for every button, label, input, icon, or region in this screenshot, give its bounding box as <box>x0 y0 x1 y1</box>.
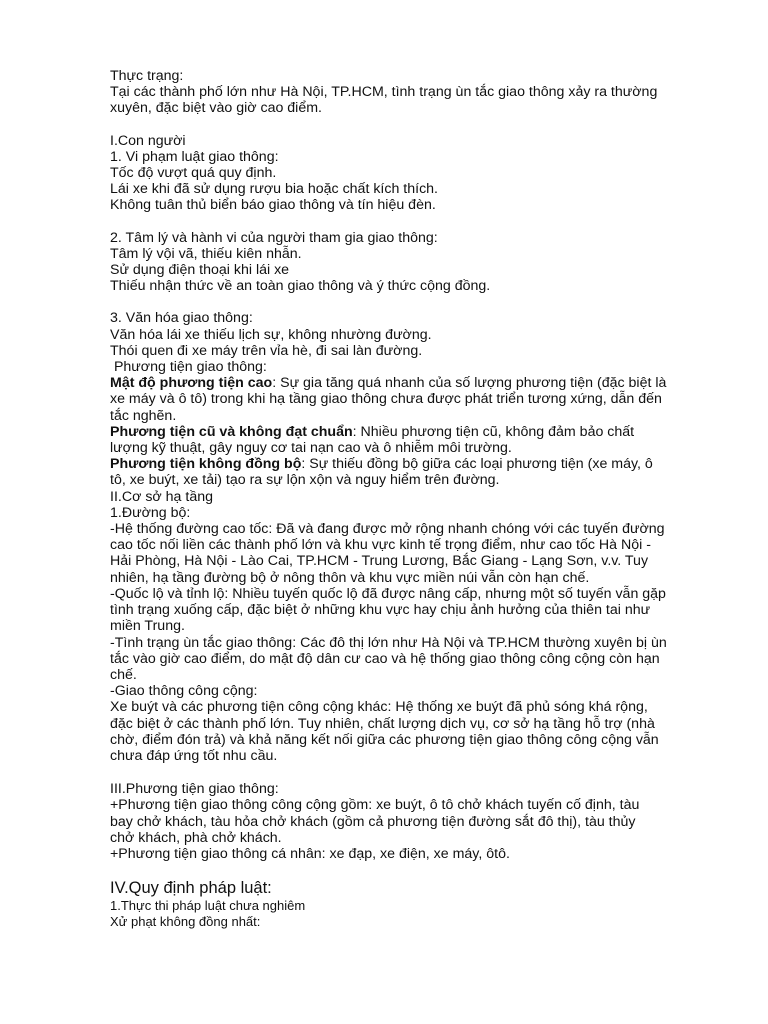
text-line: chở khách, phà chở khách. <box>110 829 282 846</box>
text-line: cao tốc nối liền các thành phố lớn và khu vực kinh tế trọng điểm, như cao tốc Hà Nội - <box>110 537 651 554</box>
paragraph-density <box>110 375 710 391</box>
text-line: Hải Phòng, Hà Nội - Lào Cai, TP.HCM - Trung Lương, Bắc Giang - Lạng Sơn, v.v. Tuy <box>110 553 649 570</box>
text-line: 1.Đường bộ: <box>110 504 191 521</box>
paragraph-text: : Sự gia tăng quá nhanh của số lượng phương tiện (đặc biệt là <box>272 375 667 392</box>
text-line: 1.Thực thi pháp luật chưa nghiêm <box>110 898 306 914</box>
section-3-heading: III.Phương tiện giao thông: <box>110 781 279 798</box>
text-line: tắc nghẽn. <box>110 407 177 424</box>
text-line: Tâm lý vội vã, thiếu kiên nhẫn. <box>110 245 302 262</box>
text-line: chế. <box>110 666 137 683</box>
text-line: Thói quen đi xe máy trên vỉa hè, đi sai làn đường. <box>110 342 423 359</box>
text-line: -Hệ thống đường cao tốc: Đã và đang được mở rộng nhanh chóng với các tuyến đường <box>110 521 665 538</box>
text-line: Lái xe khi đã sử dụng rượu bia hoặc chất kích thích. <box>110 181 438 198</box>
intro-line: Tại các thành phố lớn như Hà Nội, TP.HCM, tình trạng ùn tắc giao thông xảy ra thường <box>110 84 658 101</box>
document-page <box>110 68 710 929</box>
text-line: Xử phạt không đồng nhất: <box>110 913 261 929</box>
text-line: Phương tiện giao thông: <box>110 359 267 376</box>
bold-term: Phương tiện cũ và không đạt chuẩn <box>110 423 353 440</box>
bold-term: Phương tiện không đồng bộ <box>110 456 302 473</box>
text-line: lượng kỹ thuật, gây nguy cơ tai nạn cao và ô nhiễm môi trường. <box>110 440 512 457</box>
intro-line: xuyên, đặc biệt vào giờ cao điểm. <box>110 100 322 117</box>
text-line: Văn hóa lái xe thiếu lịch sự, không nhường đường. <box>110 326 432 343</box>
text-line: tắc vào giờ cao điểm, do mật độ dân cư cao và hệ thống giao thông công cộng còn hạn <box>110 650 660 667</box>
subsection-title: 3. Văn hóa giao thông: <box>110 310 253 327</box>
paragraph-text: : Sự thiếu đồng bộ giữa các loại phương tiện (xe máy, ô <box>301 456 653 473</box>
text-line: Tốc độ vượt quá quy định. <box>110 165 277 182</box>
text-line: +Phương tiện giao thông công cộng gồm: xe buýt, ô tô chở khách tuyến cố định, tàu <box>110 797 640 814</box>
text-line: -Giao thông công cộng: <box>110 683 258 700</box>
section-2-heading: II.Cơ sở hạ tầng <box>110 488 213 505</box>
paragraph-old-vehicles <box>110 424 710 440</box>
text-line: đặc biệt ở các thành phố lớn. Tuy nhiên, chất lượng dịch vụ, cơ sở hạ tầng hỗ trợ (nhà <box>110 715 655 732</box>
text-line: xe máy và ô tô) trong khi hạ tầng giao thông chưa được phát triển tương xứng, dẫn đến <box>110 391 662 408</box>
bold-term: Mật độ phương tiện cao <box>110 375 273 392</box>
text-line: Thiếu nhận thức về an toàn giao thông và ý thức cộng đồng. <box>110 278 491 295</box>
text-line: chờ, điểm đón trả) và khả năng kết nối giữa các phương tiện giao thông công cộng vẫn <box>110 731 659 748</box>
section-4-heading: IV.Quy định pháp luật: <box>110 879 272 898</box>
text-line: tình trạng xuống cấp, đặc biệt ở những khu vực hay chịu ảnh hưởng của thiên tai như <box>110 602 651 619</box>
paragraph-text: : Nhiều phương tiện cũ, không đảm bảo chất <box>352 423 635 440</box>
text-line: tô, xe buýt, xe tải) tạo ra sự lộn xộn và nguy hiểm trên đường. <box>110 472 500 489</box>
text-line: -Quốc lộ và tỉnh lộ: Nhiều tuyến quốc lộ đã được nâng cấp, nhưng một số tuyến vẫn gặp <box>110 585 666 602</box>
text-line: bay chở khách, tàu hỏa chở khách (gồm cả phương tiện đường sắt đô thị), tàu thủy <box>110 813 636 830</box>
paragraph-unsynced-vehicles <box>110 456 710 472</box>
text-line: Xe buýt và các phương tiện công cộng khác: Hệ thống xe buýt đã phủ sóng khá rộng, <box>110 699 648 716</box>
section-1-heading: I.Con người <box>110 132 186 149</box>
subsection-title: 1. Vi phạm luật giao thông: <box>110 148 279 165</box>
text-line: nhiên, hạ tầng đường bộ ở nông thôn và khu vực miền núi vẫn còn hạn chế. <box>110 569 590 586</box>
text-line: -Tình trạng ùn tắc giao thông: Các đô thị lớn như Hà Nội và TP.HCM thường xuyên bị ùn <box>110 634 667 651</box>
subsection-title: 2. Tâm lý và hành vi của người tham gia giao thông: <box>110 229 438 246</box>
text-line: +Phương tiện giao thông cá nhân: xe đạp, xe điện, xe máy, ôtô. <box>110 845 510 862</box>
text-line: chưa đáp ứng tốt nhu cầu. <box>110 747 278 764</box>
text-line: miền Trung. <box>110 618 185 635</box>
intro-heading: Thực trạng: <box>110 68 184 84</box>
text-line: Không tuân thủ biển báo giao thông và tín hiệu đèn. <box>110 197 436 214</box>
text-line: Sử dụng điện thoại khi lái xe <box>110 262 290 279</box>
